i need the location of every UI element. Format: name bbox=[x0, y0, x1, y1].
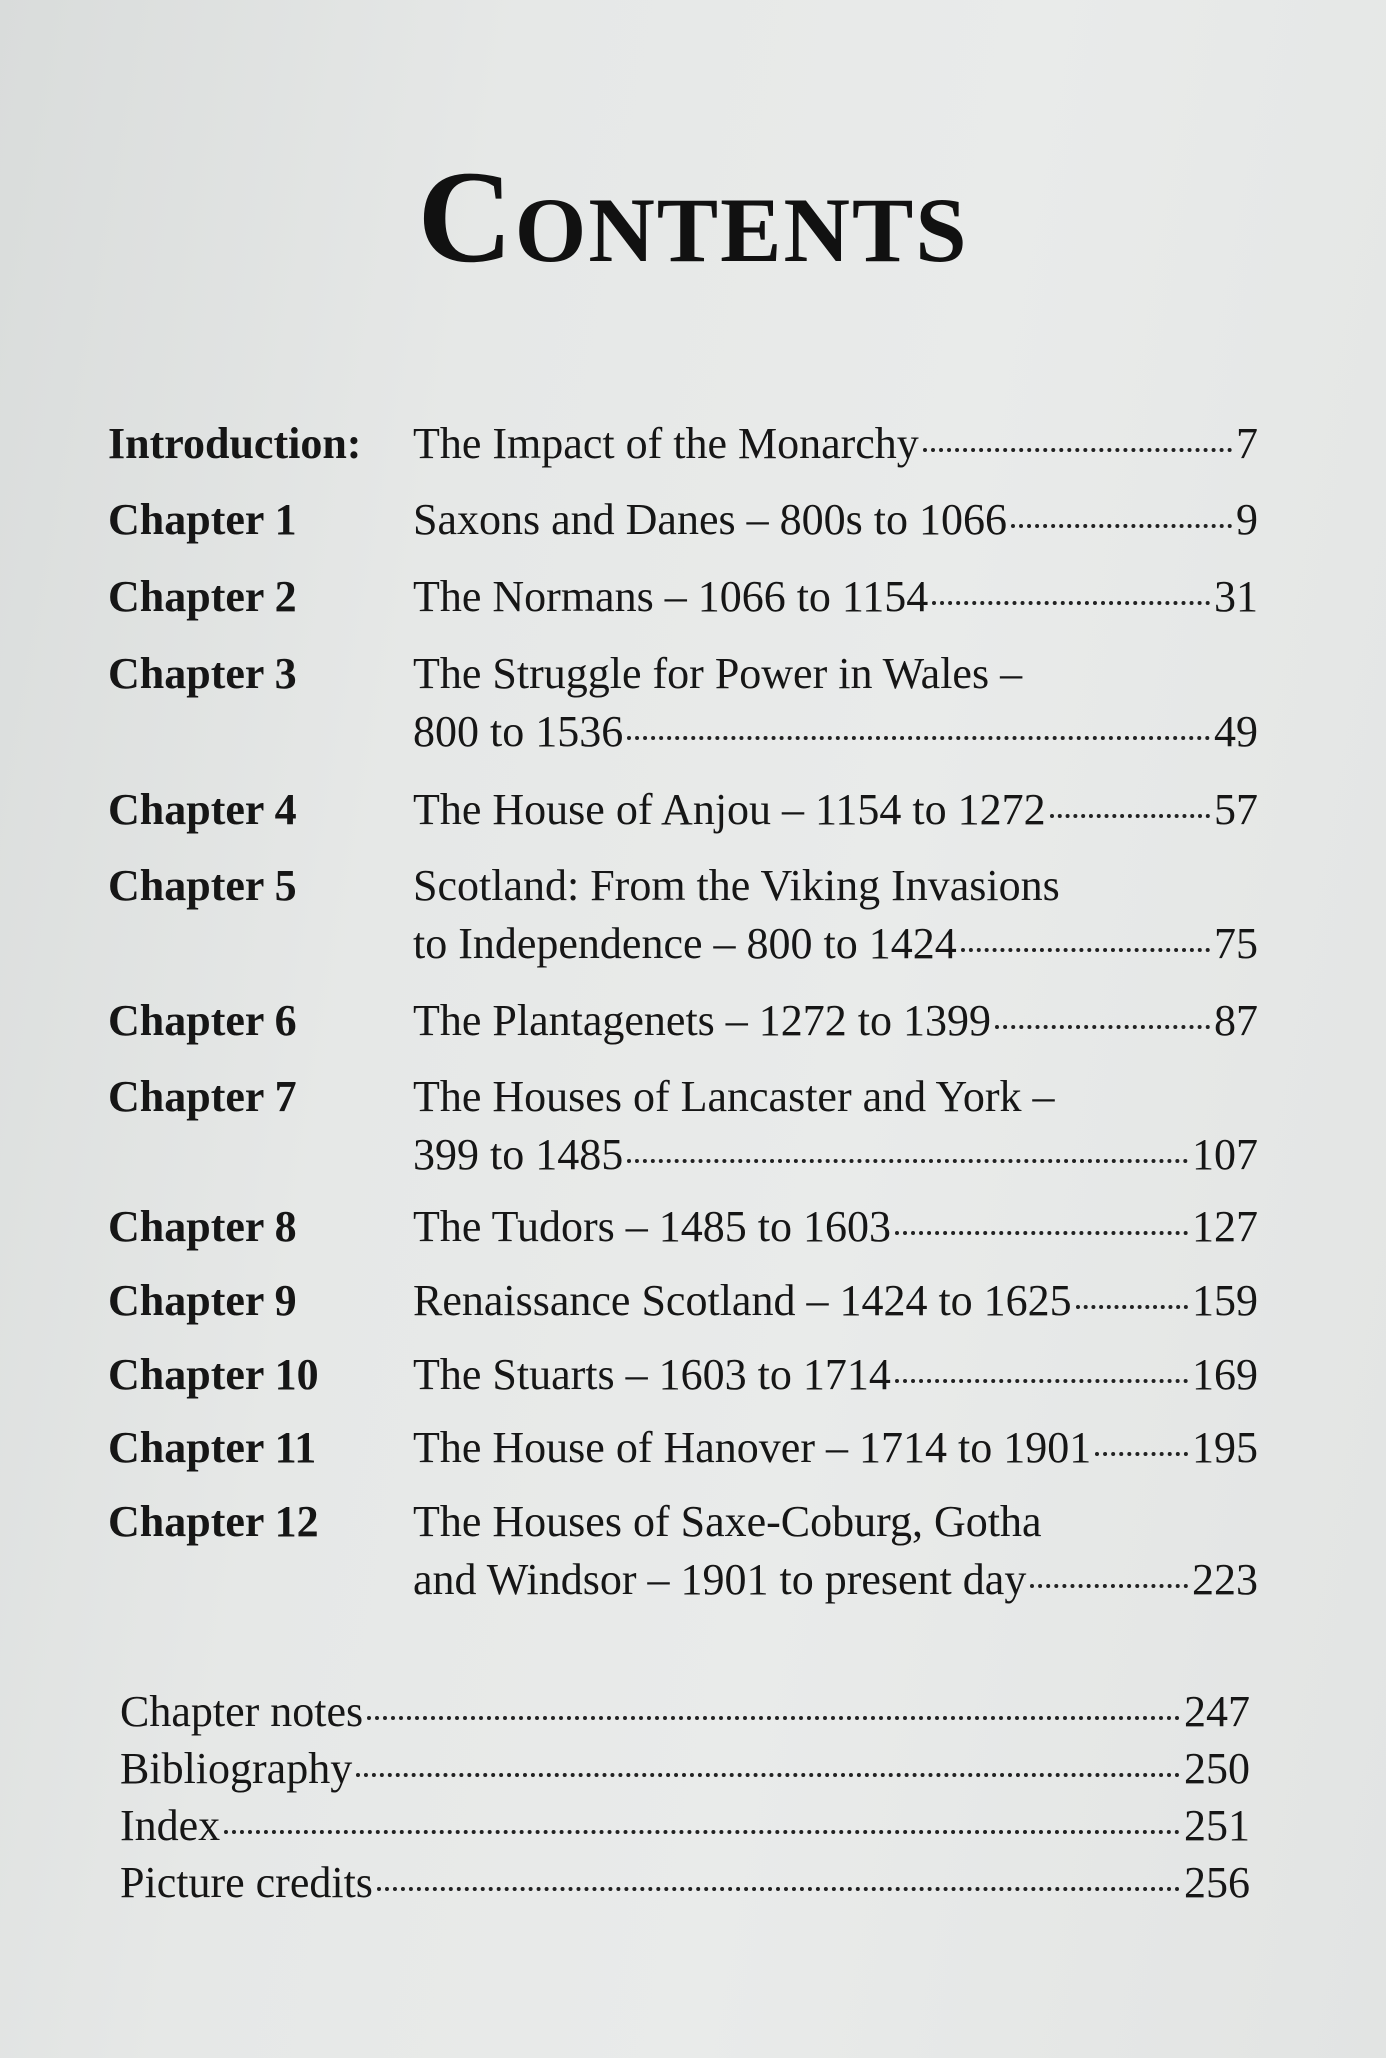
entry-title: The Normans – 1066 to 1154 bbox=[413, 572, 929, 621]
dot-leader bbox=[1050, 814, 1210, 818]
entry-label: Chapter 7 bbox=[108, 1072, 297, 1121]
dot-leader bbox=[356, 1773, 1180, 1777]
dot-leader bbox=[923, 448, 1232, 452]
entry-page: 75 bbox=[1214, 919, 1258, 968]
toc-entry-chapter-notes[interactable] bbox=[120, 1686, 1250, 1743]
entry-title: Saxons and Danes – 800s to 1066 bbox=[413, 495, 1007, 544]
entry-page: 159 bbox=[1192, 1276, 1258, 1325]
entry-label: Introduction: bbox=[108, 419, 362, 468]
dot-leader bbox=[895, 1231, 1188, 1235]
entry-title: The Houses of Saxe-Coburg, Gotha bbox=[413, 1497, 1042, 1546]
entry-page: 49 bbox=[1214, 707, 1258, 756]
dot-leader bbox=[1095, 1452, 1188, 1456]
entry-title-cont: 800 to 1536 bbox=[413, 707, 624, 756]
entry-label: Chapter 3 bbox=[108, 649, 297, 698]
dot-leader bbox=[627, 1159, 1188, 1163]
entry-label: Chapter 2 bbox=[108, 572, 297, 621]
entry-label: Chapter 8 bbox=[108, 1202, 297, 1251]
entry-label: Chapter 1 bbox=[108, 495, 297, 544]
entry-page: 223 bbox=[1192, 1555, 1258, 1604]
entry-title-cont: 399 to 1485 bbox=[413, 1130, 624, 1179]
entry-page: 87 bbox=[1214, 996, 1258, 1045]
entry-page: 57 bbox=[1214, 785, 1258, 834]
dot-leader bbox=[995, 1025, 1210, 1029]
entry-page: 247 bbox=[1184, 1687, 1250, 1736]
entry-label: Chapter 4 bbox=[108, 785, 297, 834]
dot-leader bbox=[367, 1716, 1180, 1720]
entry-page: 9 bbox=[1236, 495, 1258, 544]
entry-page: 195 bbox=[1192, 1423, 1258, 1472]
entry-page: 7 bbox=[1236, 419, 1258, 468]
toc-entry-bibliography[interactable] bbox=[120, 1743, 1250, 1800]
entry-page: 31 bbox=[1214, 572, 1258, 621]
entry-title: Bibliography bbox=[120, 1744, 353, 1793]
dot-leader bbox=[377, 1887, 1180, 1891]
back-matter-list bbox=[120, 1686, 1250, 1914]
entry-label: Chapter 9 bbox=[108, 1276, 297, 1325]
entry-title: The House of Anjou – 1154 to 1272 bbox=[413, 785, 1046, 834]
entry-title: Index bbox=[120, 1801, 221, 1850]
entry-page: 127 bbox=[1192, 1202, 1258, 1251]
entry-title: The Stuarts – 1603 to 1714 bbox=[413, 1350, 891, 1399]
dot-leader bbox=[895, 1379, 1188, 1383]
entry-label: Chapter 5 bbox=[108, 861, 297, 910]
entry-title: Scotland: From the Viking Invasions bbox=[413, 861, 1060, 910]
toc-entry-picture-credits[interactable] bbox=[120, 1857, 1250, 1914]
entry-page: 250 bbox=[1184, 1744, 1250, 1793]
entry-page: 169 bbox=[1192, 1350, 1258, 1399]
entry-page: 251 bbox=[1184, 1801, 1250, 1850]
page-title: Contents bbox=[417, 143, 969, 290]
entry-label: Chapter 12 bbox=[108, 1497, 319, 1546]
entry-title: Chapter notes bbox=[120, 1687, 364, 1736]
entry-page: 256 bbox=[1184, 1858, 1250, 1907]
toc-entry-index[interactable] bbox=[120, 1800, 1250, 1857]
dot-leader bbox=[1011, 524, 1232, 528]
entry-label: Chapter 11 bbox=[108, 1423, 317, 1472]
entry-title: The Struggle for Power in Wales – bbox=[413, 649, 1023, 698]
dot-leader bbox=[1030, 1584, 1188, 1588]
entry-title: The House of Hanover – 1714 to 1901 bbox=[413, 1423, 1092, 1472]
entry-title: The Plantagenets – 1272 to 1399 bbox=[413, 996, 992, 1045]
entry-label: Chapter 6 bbox=[108, 996, 297, 1045]
entry-page: 107 bbox=[1192, 1130, 1258, 1179]
entry-title: Picture credits bbox=[120, 1858, 373, 1907]
entry-title-cont: and Windsor – 1901 to present day bbox=[413, 1555, 1027, 1604]
entry-title: The Tudors – 1485 to 1603 bbox=[413, 1202, 891, 1251]
dot-leader bbox=[627, 736, 1210, 740]
dot-leader bbox=[961, 948, 1210, 952]
entry-title: The Houses of Lancaster and York – bbox=[413, 1072, 1055, 1121]
entry-title-cont: to Independence – 800 to 1424 bbox=[413, 919, 957, 968]
entry-label: Chapter 10 bbox=[108, 1350, 319, 1399]
dot-leader bbox=[1076, 1305, 1188, 1309]
entry-title: Renaissance Scotland – 1424 to 1625 bbox=[413, 1276, 1072, 1325]
dot-leader bbox=[932, 601, 1210, 605]
entry-title: The Impact of the Monarchy bbox=[413, 419, 919, 468]
dot-leader bbox=[224, 1830, 1180, 1834]
